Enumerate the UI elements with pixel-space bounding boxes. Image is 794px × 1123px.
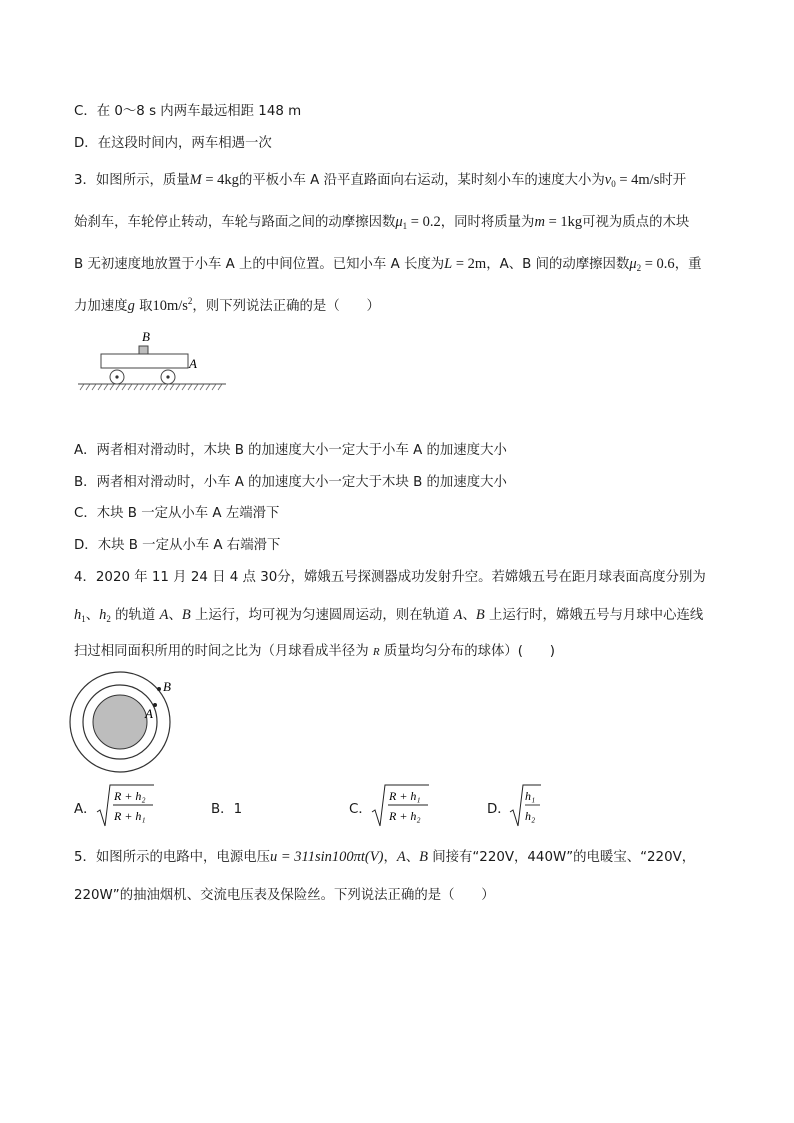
q3-stem-line-1: 3．如图所示，质量M = 4kg的平板小车 A 沿平直路面向右运动，某时刻小车的速度大小为$v_0 = 4m/s$时开 <box>74 172 687 189</box>
svg-text:R + h₁: R + h₁ <box>114 809 146 823</box>
q4-stem-line-1: 4．2020 年 11 月 24 日 4 点 30分，嫦娥五号探测器成功发射升空。若嫦娥五号在距月球表面高度分别为 <box>74 570 706 585</box>
q3-block-b <box>139 346 148 354</box>
q4-figure-label-b: B <box>163 679 171 694</box>
q4-stem-line-3: 扫过相同面积所用的时间之比为（月球看成半径为 R 质量均匀分布的球体）( ) <box>74 644 555 659</box>
q2-option-c: C．在 0～8 s 内两车最远相距 148 m <box>74 104 302 119</box>
q3-option-c: C．木块 B 一定从小车 A 左端滑下 <box>74 506 280 521</box>
q4-option-a-radical <box>96 782 156 830</box>
q3-stem-line-4: 力加速度g 取$10m/s^2$，则下列说法正确的是（ ） <box>74 296 380 314</box>
q4-option-c-radical <box>371 782 431 830</box>
svg-text:R + h₂: R + h₂ <box>114 789 146 803</box>
q4-satellite-b <box>157 687 161 691</box>
svg-text:R + h₁: R + h₁ <box>389 789 421 803</box>
q4-option-b: B．1 <box>211 802 243 817</box>
q3-option-a: A．两者相对滑动时，木块 B 的加速度大小一定大于小车 A 的加速度大小 <box>74 443 507 458</box>
q3-option-d: D．木块 B 一定从小车 A 右端滑下 <box>74 538 281 553</box>
svg-text:h₁: h₁ <box>525 789 536 803</box>
q4-moon <box>93 695 147 749</box>
q5-stem-line-2: 220W”的抽油烟机、交流电压表及保险丝。下列说法正确的是（ ） <box>74 888 495 903</box>
q5-stem-line-1: 5．如图所示的电路中，电源电压u = 311sin100πt(V)，A、B 间接有“220V，440W”的电暖宝、“220V， <box>74 849 696 865</box>
q4-figure-label-a: A <box>145 706 153 721</box>
q3-figure-label-a: A <box>189 356 197 371</box>
svg-text:R + h₂: R + h₂ <box>389 809 421 823</box>
q3-cart-figure <box>76 328 236 398</box>
q4-stem-line-2: $h_1$、$h_2$ 的轨道 A、B 上运行，均可视为匀速圆周运动，则在轨道 A、B 上运行时，嫦娥五号与月球中心连线 <box>74 607 704 624</box>
q4-satellite-a <box>153 703 157 707</box>
q3-stem-line-2: 始刹车，车轮停止转动，车轮与路面之间的动摩擦因数$\mu_1 = 0.2$，同时将质量为m = 1kg可视为质点的木块 <box>74 214 690 231</box>
svg-text:h₂: h₂ <box>525 809 536 823</box>
q4-option-d-radical <box>509 782 543 830</box>
q2-option-d: D．在这段时间内，两车相遇一次 <box>74 136 272 151</box>
q3-stem-line-3: B 无初速度地放置于小车 A 上的中间位置。已知小车 A 长度为L = 2m，A、B 间的动摩擦因数$\mu_2 = 0.6$，重 <box>74 256 702 273</box>
q3-figure-label-b: B <box>142 329 150 344</box>
q3-cart-a-body <box>101 354 188 368</box>
q3-option-b: B．两者相对滑动时，小车 A 的加速度大小一定大于木块 B 的加速度大小 <box>74 475 507 490</box>
q4-orbit-figure <box>68 670 188 780</box>
